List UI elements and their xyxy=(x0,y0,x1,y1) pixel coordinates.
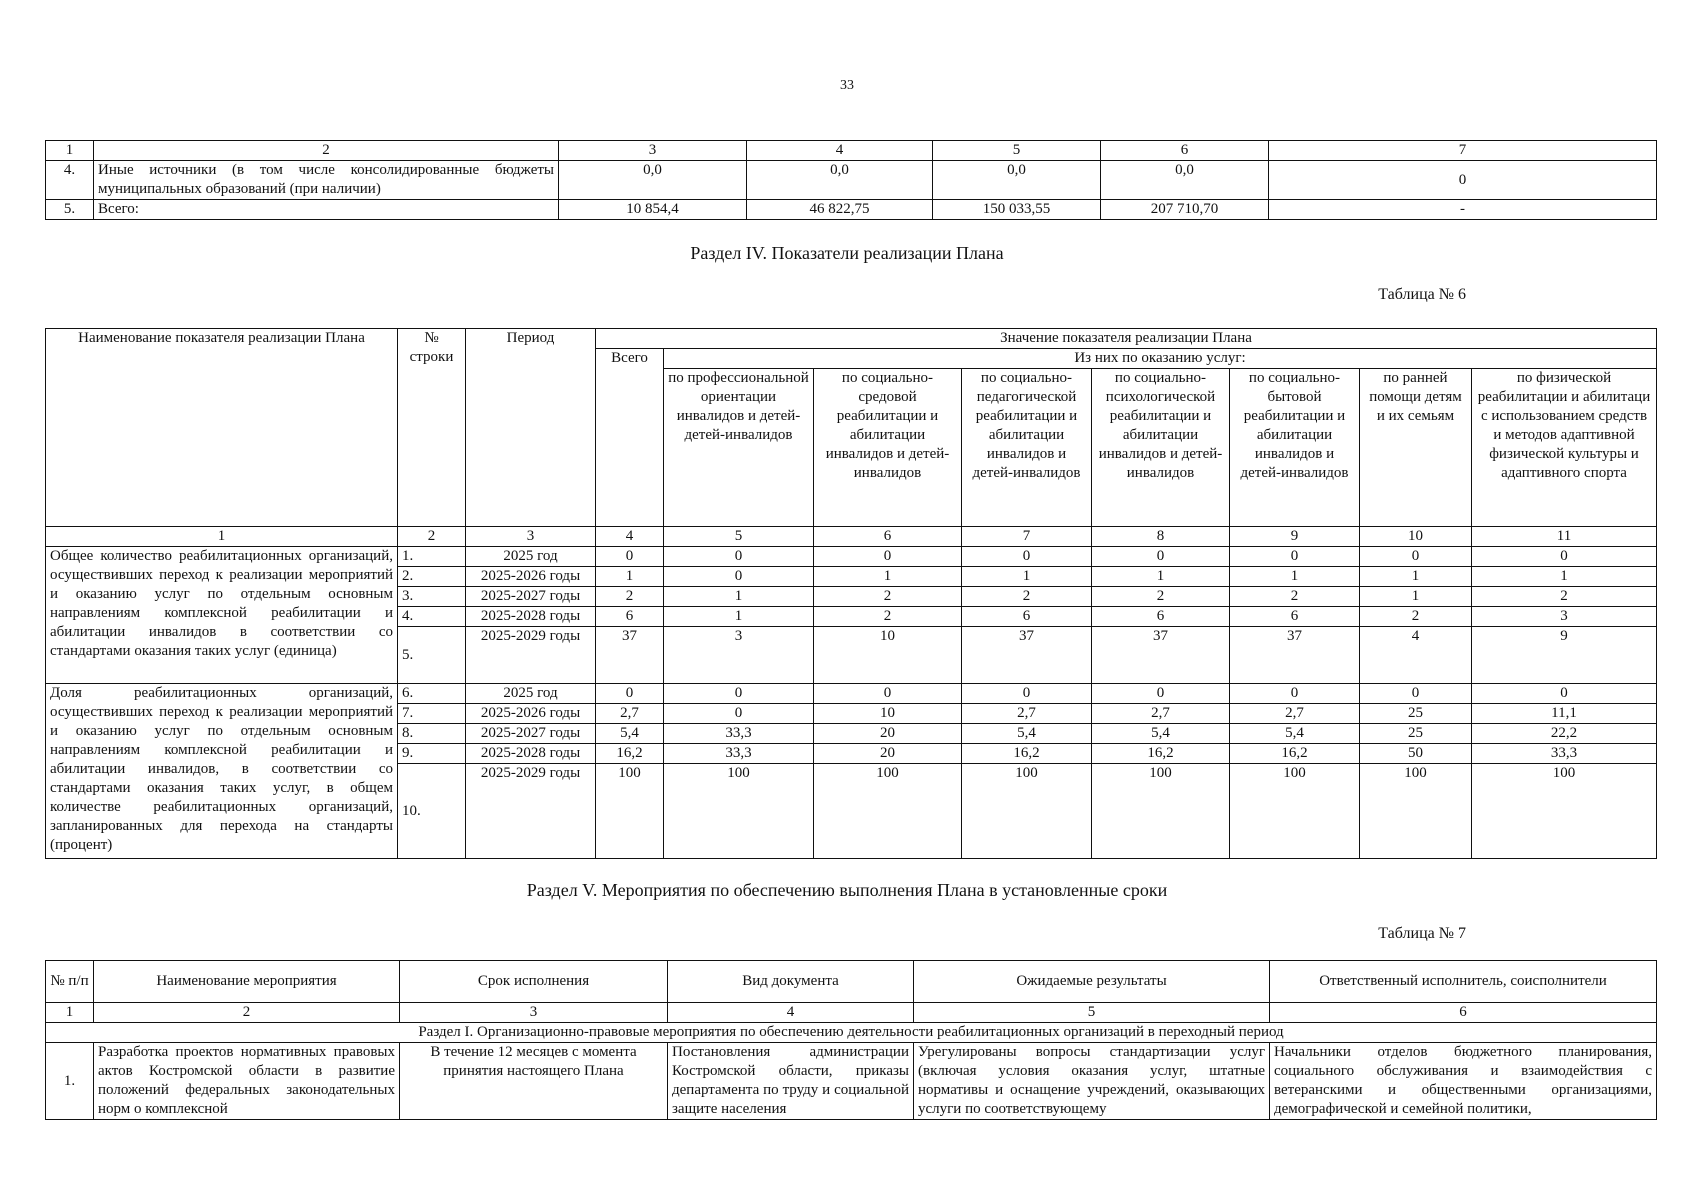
cell-value: 6 xyxy=(1230,607,1360,627)
cell-value: 0 xyxy=(664,547,814,567)
cell-value: 0 xyxy=(814,547,962,567)
cell-value: 1 xyxy=(1360,567,1472,587)
cell-value: 37 xyxy=(962,627,1092,684)
cell-value: 20 xyxy=(814,744,962,764)
cell-value: 5,4 xyxy=(1092,724,1230,744)
table-header-row xyxy=(46,329,1657,349)
table-row xyxy=(46,547,1657,567)
indicator-name: Доля реабилитационных организаций, осуществивших переход к реализации мероприятий и оказанию услуг по отдельным основным направлениям комплексной реабилитации и абилитации инвалидов, в соответствии со стандартами оказания таких услуг, в общем количестве реабилитационных организаций, запланированных для перехода на стандарты (процент) xyxy=(46,684,398,859)
cell-value: 2,7 xyxy=(1230,704,1360,724)
row-number: 4. xyxy=(46,161,94,200)
cell-value: 100 xyxy=(1472,764,1657,859)
header-doc-type: Вид документа xyxy=(668,961,914,1003)
cell-value: 1 xyxy=(814,567,962,587)
table-6 xyxy=(45,328,1657,859)
header-indicator-name: Наименование показателя реализации Плана xyxy=(46,329,398,527)
row-label: Всего: xyxy=(94,200,559,220)
header-total: Всего xyxy=(596,349,664,527)
col-number: 4 xyxy=(596,527,664,547)
cell-value: 0 xyxy=(664,704,814,724)
col-number: 5 xyxy=(914,1003,1270,1023)
cell-value: 2,7 xyxy=(1092,704,1230,724)
col-number: 4 xyxy=(668,1003,914,1023)
row-number: 5. xyxy=(46,200,94,220)
cell-value: 207 710,70 xyxy=(1101,200,1269,220)
cell-value: 37 xyxy=(596,627,664,684)
header-executor: Ответственный исполнитель, соисполнители xyxy=(1270,961,1657,1003)
table-row xyxy=(46,161,1657,200)
header-indicator-value: Значение показателя реализации Плана xyxy=(596,329,1657,349)
cell-value: 0 xyxy=(1472,547,1657,567)
cell-value: 25 xyxy=(1360,704,1472,724)
col-number: 1 xyxy=(46,141,94,161)
period: 2025-2029 годы xyxy=(466,627,596,684)
cell-value: 3 xyxy=(1472,607,1657,627)
table-row xyxy=(46,200,1657,220)
cell-value: 25 xyxy=(1360,724,1472,744)
header-service-col: по социально-бытовой реабилитации и абилитации инвалидов и детей-инвалидов xyxy=(1230,369,1360,527)
cell-value: 50 xyxy=(1360,744,1472,764)
header-service-col: по социально-педагогической реабилитации и абилитации инвалидов и детей-инвалидов xyxy=(962,369,1092,527)
column-number-row xyxy=(46,527,1657,547)
cell-value: 16,2 xyxy=(1092,744,1230,764)
cell-value: 0 xyxy=(1230,547,1360,567)
cell-value: 0,0 xyxy=(933,161,1101,200)
cell-value: 0,0 xyxy=(1101,161,1269,200)
col-number: 3 xyxy=(559,141,747,161)
header-number: № п/п xyxy=(46,961,94,1003)
row-number: 6. xyxy=(398,684,466,704)
header-results: Ожидаемые результаты xyxy=(914,961,1270,1003)
cell-value: - xyxy=(1269,200,1657,220)
cell-value: 1 xyxy=(962,567,1092,587)
cell-value: 0 xyxy=(596,547,664,567)
cell-value: 0 xyxy=(664,684,814,704)
cell-value: 0 xyxy=(596,684,664,704)
col-number: 1 xyxy=(46,527,398,547)
cell-value: 1 xyxy=(1230,567,1360,587)
col-number: 2 xyxy=(398,527,466,547)
col-number: 2 xyxy=(94,141,559,161)
header-service-col: по ранней помощи детям и их семьям xyxy=(1360,369,1472,527)
col-number: 3 xyxy=(400,1003,668,1023)
row-number: 3. xyxy=(398,587,466,607)
header-service-col: по физической реабилитации и абилитаци с использованием средств и методов адаптивной физической культуры и адаптивного спорта xyxy=(1472,369,1657,527)
table-row xyxy=(46,1043,1657,1120)
cell-value: 3 xyxy=(664,627,814,684)
cell-value: 16,2 xyxy=(1230,744,1360,764)
col-number: 4 xyxy=(747,141,933,161)
row-number: 2. xyxy=(398,567,466,587)
col-number: 6 xyxy=(1270,1003,1657,1023)
cell-value: 2 xyxy=(814,607,962,627)
cell-value: 16,2 xyxy=(962,744,1092,764)
col-number: 6 xyxy=(1101,141,1269,161)
cell-value: 100 xyxy=(664,764,814,859)
cell-value: 0 xyxy=(814,684,962,704)
table-6-label: Таблица № 6 xyxy=(1378,286,1466,303)
cell-value: 100 xyxy=(1230,764,1360,859)
event-executor: Начальники отделов бюджетного планирования, социального обслуживания и взаимодействия с ветеранскими и общественными организациями, демографической и семейной политики, xyxy=(1270,1043,1657,1120)
cell-value: 2 xyxy=(1360,607,1472,627)
section-4-title: Раздел IV. Показатели реализации Плана xyxy=(690,243,1004,263)
header-event-name: Наименование мероприятия xyxy=(94,961,400,1003)
header-service-col: по социально-средовой реабилитации и абилитации инвалидов и детей-инвалидов xyxy=(814,369,962,527)
cell-value: 4 xyxy=(1360,627,1472,684)
page-number: 33 xyxy=(840,78,854,93)
cell-value: 20 xyxy=(814,724,962,744)
cell-value: 0 xyxy=(1472,684,1657,704)
cell-value: 37 xyxy=(1230,627,1360,684)
row-number: 5. xyxy=(398,627,466,684)
cell-value: 1 xyxy=(1472,567,1657,587)
cell-value: 2 xyxy=(1472,587,1657,607)
cell-value: 11,1 xyxy=(1472,704,1657,724)
cell-value: 2,7 xyxy=(596,704,664,724)
row-number: 1. xyxy=(46,1043,94,1120)
cell-value: 33,3 xyxy=(664,744,814,764)
cell-value: 6 xyxy=(596,607,664,627)
cell-value: 0 xyxy=(962,684,1092,704)
row-number: 9. xyxy=(398,744,466,764)
period: 2025-2027 годы xyxy=(466,724,596,744)
cell-value: 100 xyxy=(1360,764,1472,859)
col-number: 9 xyxy=(1230,527,1360,547)
period: 2025-2026 годы xyxy=(466,704,596,724)
cell-value: 1 xyxy=(596,567,664,587)
section-5-title: Раздел V. Мероприятия по обеспечению выполнения Плана в установленные сроки xyxy=(526,880,1168,900)
cell-value: 0 xyxy=(1360,547,1472,567)
cell-value: 2 xyxy=(596,587,664,607)
period: 2025-2028 годы xyxy=(466,607,596,627)
table-header-row xyxy=(46,141,1657,161)
column-number-row xyxy=(46,1003,1657,1023)
header-row-number: № строки xyxy=(398,329,466,527)
table-7 xyxy=(45,960,1657,1120)
col-number: 5 xyxy=(933,141,1101,161)
cell-value: 16,2 xyxy=(596,744,664,764)
header-term: Срок исполнения xyxy=(400,961,668,1003)
table-row xyxy=(46,684,1657,704)
cell-value: 2 xyxy=(814,587,962,607)
col-number: 8 xyxy=(1092,527,1230,547)
cell-value: 0,0 xyxy=(559,161,747,200)
cell-value: 1 xyxy=(664,587,814,607)
row-number: 7. xyxy=(398,704,466,724)
header-of-them: Из них по оказанию услуг: xyxy=(664,349,1657,369)
col-number: 7 xyxy=(1269,141,1657,161)
cell-value: 37 xyxy=(1092,627,1230,684)
cell-value: 100 xyxy=(962,764,1092,859)
indicator-name: Общее количество реабилитационных организаций, осуществивших переход к реализации мероприятий и оказанию услуг по отдельным основным направлениям комплексной реабилитации и абилитации инвалидов в соответствии со стандартами оказания таких услуг (единица) xyxy=(46,547,398,684)
cell-value: 1 xyxy=(664,607,814,627)
col-number: 1 xyxy=(46,1003,94,1023)
col-number: 11 xyxy=(1472,527,1657,547)
cell-value: 0 xyxy=(664,567,814,587)
cell-value: 100 xyxy=(814,764,962,859)
event-term: В течение 12 месяцев с момента принятия настоящего Плана xyxy=(400,1043,668,1120)
cell-value: 6 xyxy=(962,607,1092,627)
cell-value: 10 xyxy=(814,704,962,724)
row-number: 10. xyxy=(398,764,466,859)
cell-value: 10 854,4 xyxy=(559,200,747,220)
cell-value: 100 xyxy=(596,764,664,859)
cell-value: 2 xyxy=(1092,587,1230,607)
period: 2025 год xyxy=(466,547,596,567)
period: 2025-2028 годы xyxy=(466,744,596,764)
row-number: 1. xyxy=(398,547,466,567)
cell-value: 5,4 xyxy=(1230,724,1360,744)
cell-value: 0 xyxy=(1360,684,1472,704)
cell-value: 2 xyxy=(962,587,1092,607)
event-name: Разработка проектов нормативных правовых актов Костромской области в развитие положений федеральных законодательных норм о комплексной xyxy=(94,1043,400,1120)
cell-value: 100 xyxy=(1092,764,1230,859)
cell-value: 1 xyxy=(1360,587,1472,607)
period: 2025-2027 годы xyxy=(466,587,596,607)
cell-value: 2 xyxy=(1230,587,1360,607)
event-results: Урегулированы вопросы стандартизации услуг (включая условия оказания услуг, штатные нормативы и оснащение учреждений, оказывающих услуги по соответствующему xyxy=(914,1043,1270,1120)
period: 2025-2026 годы xyxy=(466,567,596,587)
cell-value: 6 xyxy=(1092,607,1230,627)
col-number: 3 xyxy=(466,527,596,547)
row-number: 4. xyxy=(398,607,466,627)
period: 2025-2029 годы xyxy=(466,764,596,859)
subsection-title: Раздел I. Организационно-правовые мероприятия по обеспечению деятельности реабилитационных организаций в переходный период xyxy=(46,1023,1657,1043)
col-number: 2 xyxy=(94,1003,400,1023)
period: 2025 год xyxy=(466,684,596,704)
cell-value: 0 xyxy=(1092,547,1230,567)
cell-value: 0,0 xyxy=(747,161,933,200)
cell-value: 0 xyxy=(1269,161,1657,200)
table-5-continuation xyxy=(45,140,1657,220)
cell-value: 150 033,55 xyxy=(933,200,1101,220)
col-number: 6 xyxy=(814,527,962,547)
table-header-row xyxy=(46,961,1657,1003)
subsection-row xyxy=(46,1023,1657,1043)
cell-value: 33,3 xyxy=(664,724,814,744)
cell-value: 22,2 xyxy=(1472,724,1657,744)
cell-value: 2,7 xyxy=(962,704,1092,724)
cell-value: 5,4 xyxy=(596,724,664,744)
header-service-col: по профессиональной ориентации инвалидов и детей-детей-инвалидов xyxy=(664,369,814,527)
event-doc-type: Постановления администрации Костромской области, приказы департамента по труду и социальной защите населения xyxy=(668,1043,914,1120)
cell-value: 0 xyxy=(962,547,1092,567)
cell-value: 5,4 xyxy=(962,724,1092,744)
cell-value: 10 xyxy=(814,627,962,684)
cell-value: 46 822,75 xyxy=(747,200,933,220)
header-service-col: по социально-психологической реабилитации и абилитации инвалидов и детей-инвалидов xyxy=(1092,369,1230,527)
table-7-label: Таблица № 7 xyxy=(1378,925,1466,942)
cell-value: 33,3 xyxy=(1472,744,1657,764)
col-number: 7 xyxy=(962,527,1092,547)
cell-value: 0 xyxy=(1230,684,1360,704)
row-label: Иные источники (в том числе консолидированные бюджеты муниципальных образований (при наличии) xyxy=(94,161,559,200)
cell-value: 0 xyxy=(1092,684,1230,704)
row-number: 8. xyxy=(398,724,466,744)
cell-value: 9 xyxy=(1472,627,1657,684)
cell-value: 1 xyxy=(1092,567,1230,587)
header-period: Период xyxy=(466,329,596,527)
col-number: 5 xyxy=(664,527,814,547)
col-number: 10 xyxy=(1360,527,1472,547)
